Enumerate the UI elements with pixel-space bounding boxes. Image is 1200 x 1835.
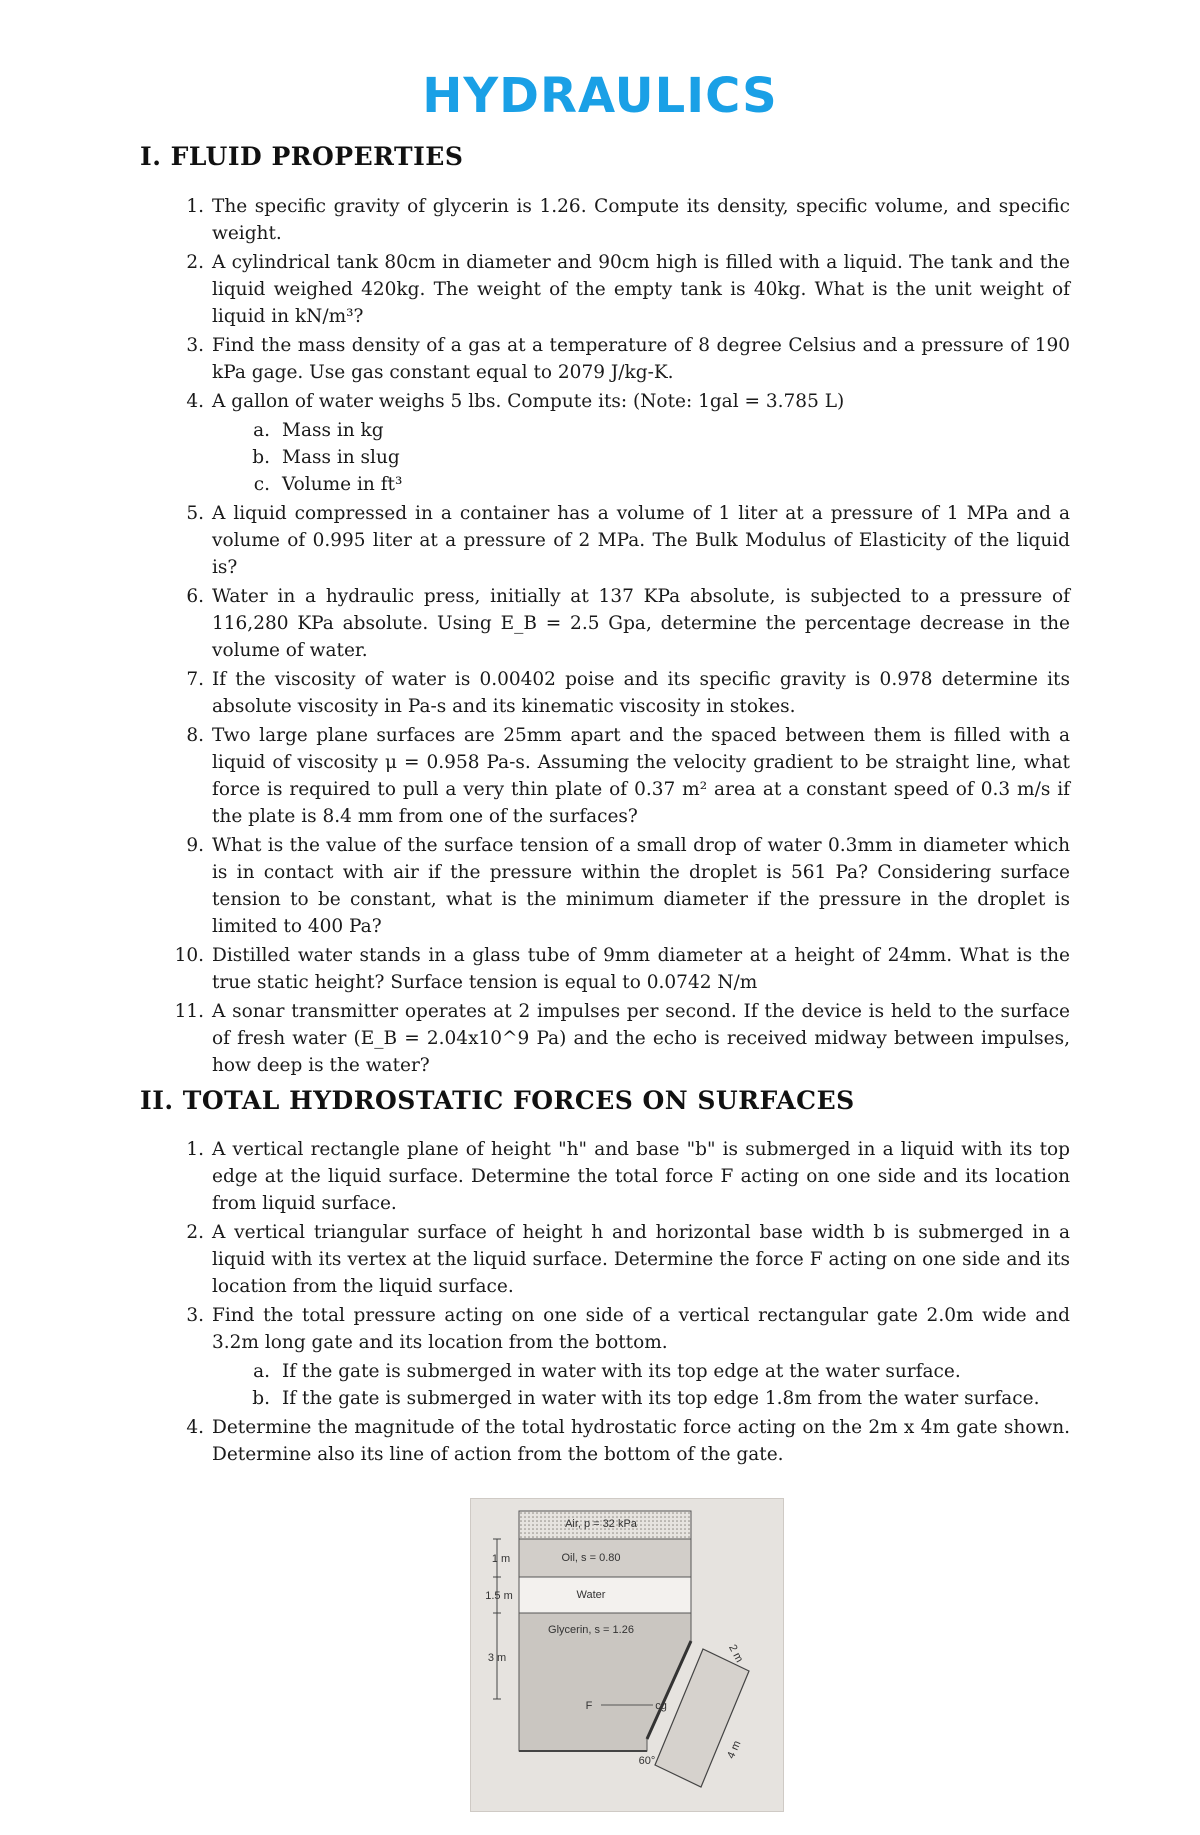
section-heading-hydrostatic-forces: II. TOTAL HYDROSTATIC FORCES ON SURFACES xyxy=(140,1086,855,1115)
item-text: Find the mass density of a gas at a temperature of 8 degree Celsius and a pressure of 190 kPa gage. Use gas constant equal to 2079 J/kg-K. xyxy=(212,335,1070,383)
hydrostatic-forces-list xyxy=(170,1136,1070,1470)
item-text: A vertical triangular surface of height h and horizontal base width b is submerged in a liquid with its vertex at the liquid surface. Determine the force F acting on one side and its location from the liquid surface. xyxy=(212,1222,1070,1297)
gate-length-label: 4 m xyxy=(725,1738,744,1761)
list-item xyxy=(170,666,1070,720)
item-number: 10. xyxy=(174,945,204,966)
water-label: Water xyxy=(576,1589,606,1601)
item-text: Determine the magnitude of the total hydrostatic force acting on the 2m x 4m gate shown. Determine also its line of action from the bottom of the gate. xyxy=(212,1417,1070,1465)
list-item xyxy=(170,722,1070,830)
list-item xyxy=(170,832,1070,940)
glycerin-label: Glycerin, s = 1.26 xyxy=(548,1624,634,1636)
angle-label: 60° xyxy=(638,1755,656,1767)
sub-item-text: If the gate is submerged in water with its top edge 1.8m from the water surface. xyxy=(282,1388,1040,1409)
item-number: 9. xyxy=(186,835,204,856)
sub-item-text: Mass in slug xyxy=(282,447,400,468)
sub-item xyxy=(170,1385,1070,1412)
item-number: 2. xyxy=(186,1222,204,1243)
cg-label: cg xyxy=(655,1700,667,1712)
item-number: 5. xyxy=(186,503,204,524)
item-text: A gallon of water weighs 5 lbs. Compute its: (Note: 1gal = 3.785 L) xyxy=(212,391,845,412)
glycerin-depth-label: 3 m xyxy=(487,1652,507,1664)
list-item xyxy=(170,500,1070,581)
list-item xyxy=(170,1136,1070,1217)
list-item xyxy=(170,1302,1070,1356)
list-item xyxy=(170,249,1070,330)
sub-item xyxy=(170,471,1070,498)
force-label: F xyxy=(585,1700,593,1712)
list-item xyxy=(170,1414,1070,1468)
item-number: 7. xyxy=(186,669,204,690)
oil-depth-label: 1 m xyxy=(491,1553,511,1565)
item-number: 4. xyxy=(186,1417,204,1438)
sub-item-letter: b. xyxy=(252,447,270,468)
list-item xyxy=(170,193,1070,247)
sub-item-text: If the gate is submerged in water with its top edge at the water surface. xyxy=(282,1361,961,1382)
item-number: 1. xyxy=(186,1139,204,1160)
item-text: Distilled water stands in a glass tube of 9mm diameter at a height of 24mm. What is the true static height? Surface tension is equal to 0.0742 N/m xyxy=(212,945,1070,993)
page-title: HYDRAULICS xyxy=(422,68,778,124)
item-text: A vertical rectangle plane of height "h" and base "b" is submerged in a liquid with its top edge at the liquid surface. Determine the total force F acting on one side and its location from liquid surface. xyxy=(212,1139,1070,1214)
sub-item xyxy=(170,444,1070,471)
item-text: If the viscosity of water is 0.00402 poise and its specific gravity is 0.978 determine its absolute viscosity in Pa-s and its kinematic viscosity in stokes. xyxy=(212,669,1070,717)
sub-item-letter: a. xyxy=(253,1361,270,1382)
item-number: 3. xyxy=(186,1305,204,1326)
item-text: Water in a hydraulic press, initially at 137 KPa absolute, is subjected to a pressure of 116,280 KPa absolute. Using E_B = 2.5 Gpa, determine the percentage decrease in the volume of water. xyxy=(212,586,1070,661)
item-text: What is the value of the surface tension of a small drop of water 0.3mm in diameter which is in contact with air if the pressure within the droplet is 561 Pa? Considering surface tension to be constant, what is the minimum diameter if the pressure in the droplet is limited to 400 Pa? xyxy=(212,835,1070,937)
list-item xyxy=(170,998,1070,1079)
item-text: A sonar transmitter operates at 2 impulses per second. If the device is held to the surface of fresh water (E_B = 2.04x10^9 Pa) and the echo is received midway between impulses, how deep is the water? xyxy=(212,1001,1070,1076)
list-item xyxy=(170,388,1070,415)
item-number: 1. xyxy=(186,196,204,217)
sub-item-letter: b. xyxy=(252,1388,270,1409)
sub-item xyxy=(170,417,1070,444)
list-item xyxy=(170,1219,1070,1300)
section-heading-fluid-properties: I. FLUID PROPERTIES xyxy=(140,142,464,171)
tank-diagram xyxy=(471,1499,783,1811)
item-number: 11. xyxy=(174,1001,204,1022)
water-depth-label: 1.5 m xyxy=(485,1590,513,1602)
item-text: Two large plane surfaces are 25mm apart and the spaced between them is filled with a liquid of viscosity μ = 0.958 Pa-s. Assuming the velocity gradient to be straight line, what force is required to pull a very thin plate of 0.37 m² area at a constant speed of 0.3 m/s if the plate is 8.4 mm from one of the surfaces? xyxy=(212,725,1070,827)
list-item xyxy=(170,942,1070,996)
tank-gate-figure xyxy=(470,1498,784,1812)
item-number: 8. xyxy=(186,725,204,746)
sub-item xyxy=(170,1358,1070,1385)
sub-item-letter: c. xyxy=(253,474,270,495)
item-text: The specific gravity of glycerin is 1.26. Compute its density, specific volume, and specific weight. xyxy=(212,196,1070,244)
oil-label: Oil, s = 0.80 xyxy=(561,1552,621,1564)
gate-width-label: 2 m xyxy=(726,1642,746,1665)
item-number: 2. xyxy=(186,252,204,273)
fluid-properties-list xyxy=(170,193,1070,1081)
list-item xyxy=(170,583,1070,664)
item-number: 3. xyxy=(186,335,204,356)
item-number: 4. xyxy=(186,391,204,412)
air-label: Air, p = 32 kPa xyxy=(565,1518,637,1530)
item-text: Find the total pressure acting on one side of a vertical rectangular gate 2.0m wide and 3.2m long gate and its location from the bottom. xyxy=(212,1305,1070,1353)
item-text: A liquid compressed in a container has a volume of 1 liter at a pressure of 1 MPa and a volume of 0.995 liter at a pressure of 2 MPa. The Bulk Modulus of Elasticity of the liquid is? xyxy=(212,503,1070,578)
sub-item-text: Volume in ft³ xyxy=(282,474,403,495)
list-item xyxy=(170,332,1070,386)
sub-item-text: Mass in kg xyxy=(282,420,384,441)
item-text: A cylindrical tank 80cm in diameter and 90cm high is filled with a liquid. The tank and the liquid weighed 420kg. The weight of the empty tank is 40kg. What is the unit weight of liquid in kN/m³? xyxy=(212,252,1070,327)
item-number: 6. xyxy=(186,586,204,607)
sub-item-letter: a. xyxy=(253,420,270,441)
